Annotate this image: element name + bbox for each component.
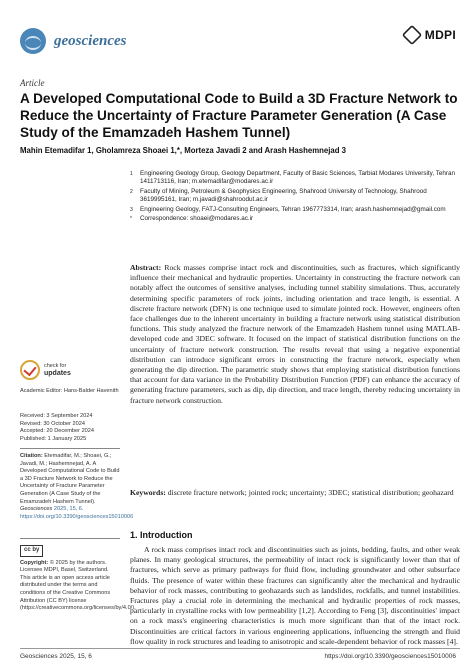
keywords-text: discrete fracture network; jointed rock; uncertainty; 3DEC; statistical distribution; geohazard (167, 488, 454, 497)
editor-name: Hans-Balder Havenith (63, 388, 119, 394)
affiliation-number: 2 (130, 188, 133, 195)
citation-label: Citation: (20, 453, 43, 459)
dates-block (20, 413, 120, 443)
mdpi-icon (402, 25, 422, 45)
publisher-logo[interactable] (403, 26, 456, 44)
affiliation-number: 1 (130, 171, 133, 177)
article-type: Article (20, 78, 45, 88)
copyright-block (20, 543, 136, 613)
abstract (130, 263, 460, 406)
check-for-updates-button[interactable] (20, 360, 71, 380)
affiliations (130, 170, 460, 224)
citation-journal: Geosciences (20, 506, 53, 513)
footer-doi-link[interactable]: https://doi.org/10.3390/geosciences15010006 (324, 653, 456, 660)
publisher-name: MDPI (424, 28, 456, 42)
check-updates-icon (20, 360, 40, 380)
affiliation-text: Faculty of Mining, Petroleum & Geophysics Engineering, Shahrood University of Technology, Shahrood 3619995161, Iran; m.javadi@shahroodut.ac.ir (140, 187, 427, 204)
copyright-text: © 2025 by the authors. Licensee MDPI, Basel, Switzerland. This article is an open access article distributed under the terms and conditions of the Creative Commons Attribution (CC BY) license (https://creativecommons.org/licenses/by/4.0/). (20, 559, 136, 612)
received-date: Received: 3 September 2024 (20, 413, 93, 419)
keywords-label: Keywords: (130, 488, 166, 497)
introduction-paragraph: A rock mass comprises intact rock and discontinuities such as joints, bedding, faults, and other weak planes. In many geological structures, the permeability of intact rock is significantly lower than that of fractures, which serve as primary pathways for fluid flow, including groundwater and other subsurface fluids. The presence of water within these fractures can significantly alter the mechanical and hydraulic behavior of rock masses, contributing to geohazards such as landslides, rockfalls, and tunnel instabilities. Fractures play a crucial role in determining the mechanical and hydraulic properties of rock masses, particularly in crystalline rocks with low permeability [1,2]. According to Feng [3], discontinuities' impact on a rock mass's engineering characteristics is much more significant than that of the intact rock. Discontinuities are critical factors in various engineering applications, influencing the strength and fluid flow quality in rock structures and leading to anisotropic and scale-dependent behavior of rock masses [4]. (130, 545, 460, 646)
footer-divider (20, 648, 460, 649)
abstract-label: Abstract: (130, 263, 162, 272)
affiliation-number: 3 (130, 206, 133, 213)
editor-label: Academic Editor: (20, 388, 63, 394)
accepted-date: Accepted: 20 December 2024 (20, 428, 95, 435)
journal-globe-icon (20, 28, 46, 54)
journal-logo[interactable] (20, 28, 126, 54)
section-heading: 1. Introduction (130, 530, 193, 540)
divider (20, 538, 120, 539)
affiliation-text: Engineering Geology Group, Geology Department, Faculty of Basic Sciences, Tarbiat Modares University, Tehran 1411713116, Iran; m.etemadifar@modares.ac.ir (140, 170, 456, 186)
copyright-label: Copyright: (20, 559, 49, 566)
affiliation-item (130, 188, 460, 205)
divider (20, 448, 120, 449)
journal-name: geosciences (54, 32, 127, 49)
keywords (130, 488, 460, 498)
published-date: Published: 1 January 2025 (20, 435, 87, 442)
citation-block (20, 453, 134, 521)
citation-text: Etemadifar, M.; Shoaei, G.; Javadi, M.; Hashemnejad, A. A Developed Computational Code to Build a 3D Fracture Network to Reduce the Uncertainty of Fracture Parameter Generation (A Case Study of the Emamzadeh Hashem Tunnel). (20, 453, 120, 505)
affiliation-number: * (130, 216, 132, 223)
check-updates-label: check for updates (44, 363, 71, 377)
affiliation-text: Engineering Geology, FATJ-Consulting Engineers, Tehran 1967773314, Iran; arash.hashemnejad@gmail.com (140, 205, 446, 213)
correspondence-text: Correspondence: shoaei@modares.ac.ir (140, 215, 254, 223)
footer-citation: Geosciences 2025, 15, 6 (20, 653, 92, 660)
citation-doi-link[interactable]: 2025, 15, 6. https://doi.org/10.3390/geosciences15010006 (20, 506, 134, 520)
article-title: A Developed Computational Code to Build a 3D Fracture Network to Reduce the Uncertainty of Fracture Parameter Generation (A Case Study of the Emamzadeh Hashem Tunnel) (20, 91, 458, 140)
affiliation-item (130, 206, 460, 214)
abstract-text: Rock masses comprise intact rock and discontinuities, such as fractures, which significantly influence their mechanical and hydraulic properties. Uncertainty in constructing the fracture network can notably affect the outcomes of sensitive analyses, including tunnel stability simulations. Thus, accurately determining specific parameters of rock joints, including orientation and trace length, is essential. A discrete fracture network (DFN) is one technique used to simulate jointed rock. However, engineers often face challenges due to the inherent uncertainty in building a fracture network using statistical distribution functions. This study analyzed the fracture network of the Emamzadeh Hashem tunnel using MATLAB-developed code and 3DEC software. It focused on the impact of statistical distribution functions on the uncertainty of fracture network construction. The results reveal that using a negative exponential distribution can introduce significant errors in constructing the fracture network, especially when generating the dip direction. The parametric study shows that employing statistical distribution functions that account for data variance in the Probability Distribution Function (PDF) can enhance the accuracy of generating fracture parameters, such as dip, dip direction, and trace length, thereby reducing uncertainty in fracture network construction. (130, 263, 461, 405)
cc-license-badge[interactable]: cc by (20, 545, 43, 557)
revised-date: Revised: 30 October 2024 (20, 420, 85, 427)
author-list: Mahin Etemadifar 1, Gholamreza Shoaei 1,*, Morteza Javadi 2 and Arash Hashemnejad 3 (20, 146, 346, 155)
affiliation-item (130, 215, 460, 223)
academic-editor (20, 388, 120, 396)
affiliation-item (130, 170, 460, 187)
